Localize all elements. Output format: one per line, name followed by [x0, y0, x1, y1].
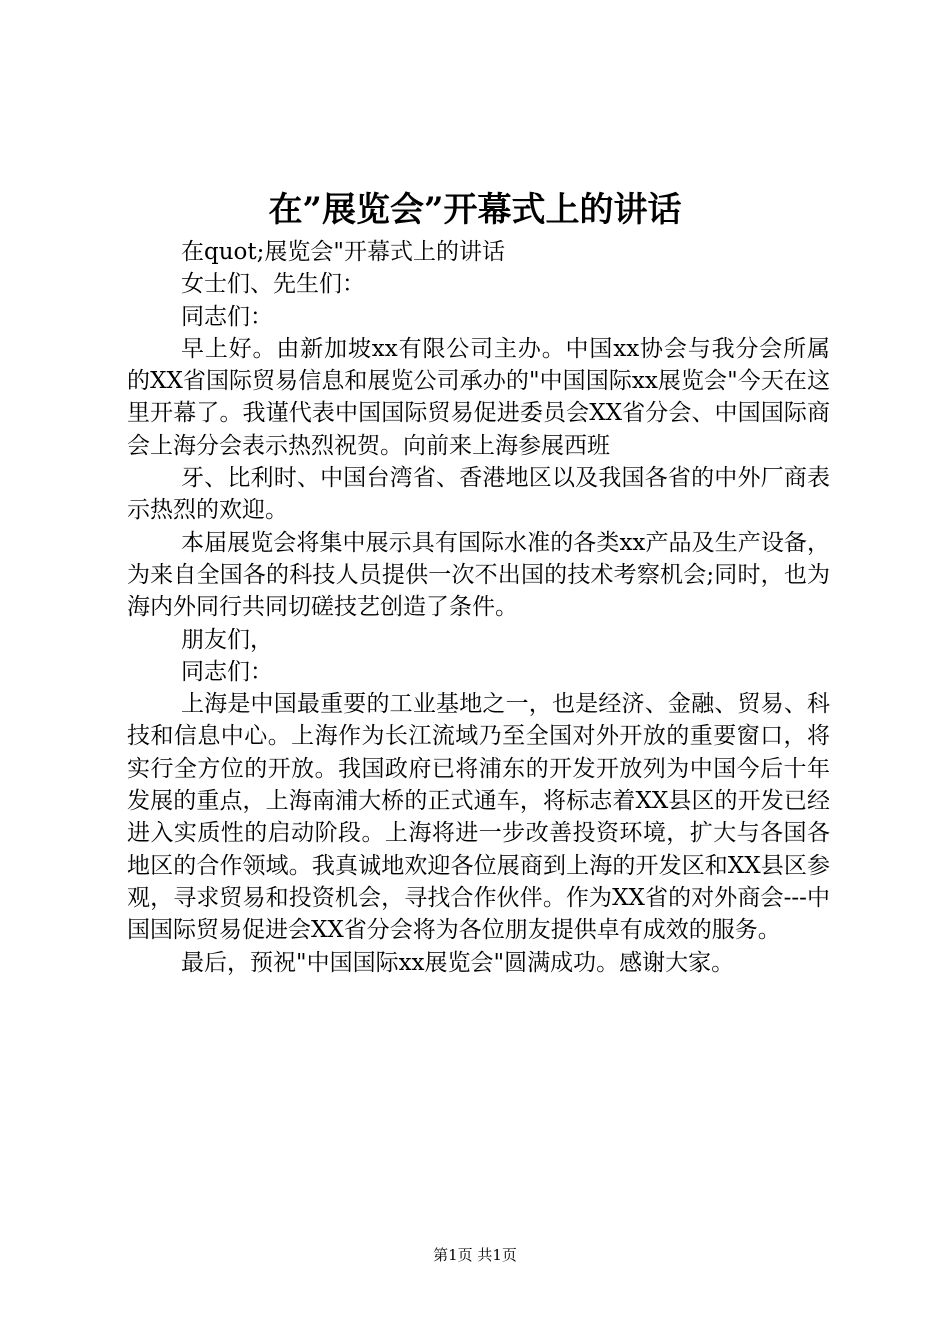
document-title: 在”展览会”开幕式上的讲话 — [268, 190, 682, 230]
paragraph-shanghai: 上海是中国最重要的工业基地之一，也是经济、金融、贸易、科技和信息中心。上海作为长江流域乃至全国对外开放的重要窗口，将实行全方位的开放。我国政府已将浦东的开发开放列为中国今后十年发展的重点，上海南浦大桥的正式通车，将标志着XX县区的开发已经进入实质性的启动阶段。上海将进一步改善投资环境，扩大与各国各地区的合作领域。我真诚地欢迎各位展商到上海的开发区和XX县区参观，寻求贸易和投资机会，寻找合作伙伴。作为XX省的对外商会---中国国际贸易促进会XX省分会将为各位朋友提供卓有成效的服务。 — [127, 691, 830, 944]
paragraph-greeting-friends: 朋友们， — [181, 626, 273, 653]
paragraph-subtitle: 在quot;展览会"开幕式上的讲话 — [181, 239, 505, 265]
document-body — [127, 236, 830, 979]
paragraph-closing: 最后，预祝"中国国际xx展览会"圆满成功。感谢大家。 — [181, 949, 735, 976]
paragraph-welcome: 牙、比利时、中国台湾省、香港地区以及我国各省的中外厂商表示热烈的欢迎。 — [127, 465, 830, 524]
paragraph-opening: 早上好。由新加坡xx有限公司主办。中国xx协会与我分会所属的XX省国际贸易信息和展览公司承办的"中国国际xx展览会"今天在这里开幕了。我谨代表中国国际贸易促进委员会XX省分会、中国国际商会上海分会表示热烈祝贺。向前来上海参展西班 — [127, 335, 830, 459]
paragraph-greeting-ladies-gentlemen: 女士们、先生们： — [181, 271, 365, 298]
paragraph-exhibition: 本届展览会将集中展示具有国际水准的各类xx产品及生产设备，为来自全国各的科技人员提供一次不出国的技术考察机会;同时，也为海内外同行共同切磋技艺创造了条件。 — [127, 529, 830, 621]
paragraph-greeting-comrades: 同志们： — [181, 303, 273, 330]
page-footer: 第1页 共1页 — [433, 1246, 517, 1264]
paragraph-greeting-comrades-2: 同志们： — [181, 658, 273, 685]
